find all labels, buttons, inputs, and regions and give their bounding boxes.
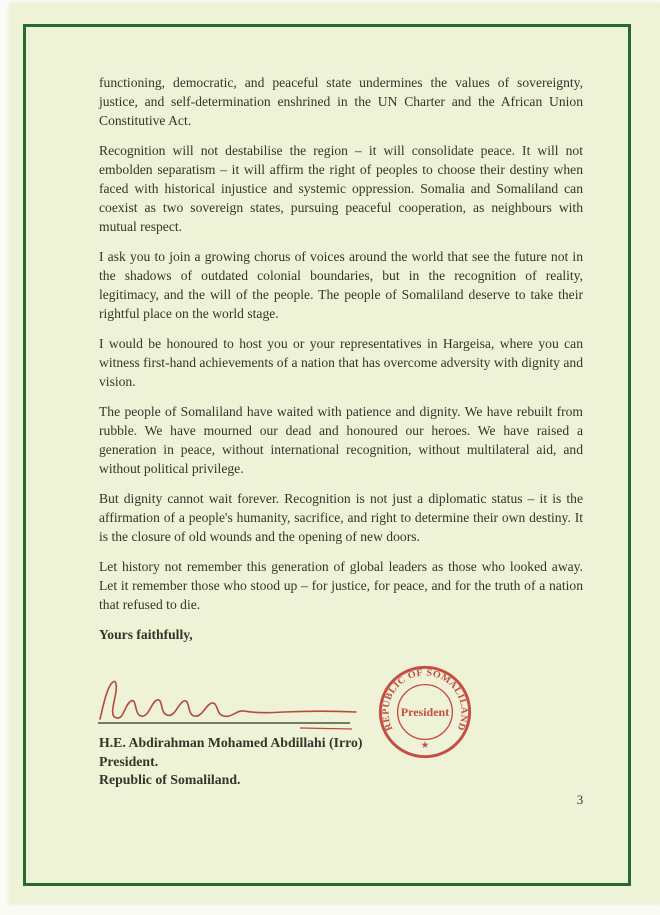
star-icon: ★: [420, 740, 430, 751]
signature-underline-stroke: [300, 728, 352, 729]
stamp-center-text: President: [400, 704, 450, 719]
signature-scribble: [94, 677, 360, 733]
stamp-ring-text: REPUBLIC OF SOMALILAND: [380, 667, 470, 733]
paragraph-1: functioning, democratic, and peaceful state undermines the values of sovereignty, justice, and self-determination enshrined in the UN Charter and the African Union Constitutive Act.: [99, 75, 583, 128]
signatory-title: President.: [99, 753, 159, 769]
paragraph-2: Recognition will not destabilise the region – it will consolidate peace. It will not embolden separatism – it will affirm the right of peoples to choose their destiny when faced with historical injustice and systemic oppression. Somalia and Somaliland can coexist as two sovereign states, pursuing peaceful cooperation, as neighbours with mutual respect.: [99, 143, 583, 234]
signatory-country: Republic of Somaliland.: [99, 772, 241, 787]
page-number: 3: [576, 792, 584, 807]
signature-ink-stroke: [100, 681, 356, 719]
paragraph-4: I would be honoured to host you or your representatives in Hargeisa, where you can witness first-hand achievements of a nation that has overcome adversity with dignity and vision.: [99, 336, 583, 389]
paragraph-3: I ask you to join a growing chorus of voices around the world that see the future not in the shadows of outdated colonial boundaries, but in the recognition of reality, legitimacy, and the will of the people. The people of Somaliland deserve to take their rightful place on the world stage.: [99, 249, 583, 321]
closing-salutation: Yours faithfully,: [99, 627, 193, 642]
signatory-block: [99, 734, 362, 790]
paragraph-5: The people of Somaliland have waited with patience and dignity. We have rebuilt from rubble. We have mourned our dead and honoured our heroes. We have raised a generation in peace, without international recognition, without multilateral aid, and without political privilege.: [99, 404, 583, 476]
letter-body: [99, 73, 583, 655]
presidential-stamp: [377, 664, 473, 760]
svg-text:REPUBLIC OF SOMALILAND: [380, 667, 469, 732]
paragraph-6: But dignity cannot wait forever. Recognition is not just a diplomatic status – it is the affirmation of a people's humanity, sacrifice, and right to determine their own destiny. It is the closure of old wounds and the opening of new doors.: [99, 491, 583, 544]
signatory-name: H.E. Abdirahman Mohamed Abdillahi (Irro): [99, 735, 363, 750]
paragraph-7: Let history not remember this generation of global leaders as those who looked away. Let it remember those who stood up – for justice, for peace, and for the truth of a nation that refused to die.: [99, 559, 583, 612]
